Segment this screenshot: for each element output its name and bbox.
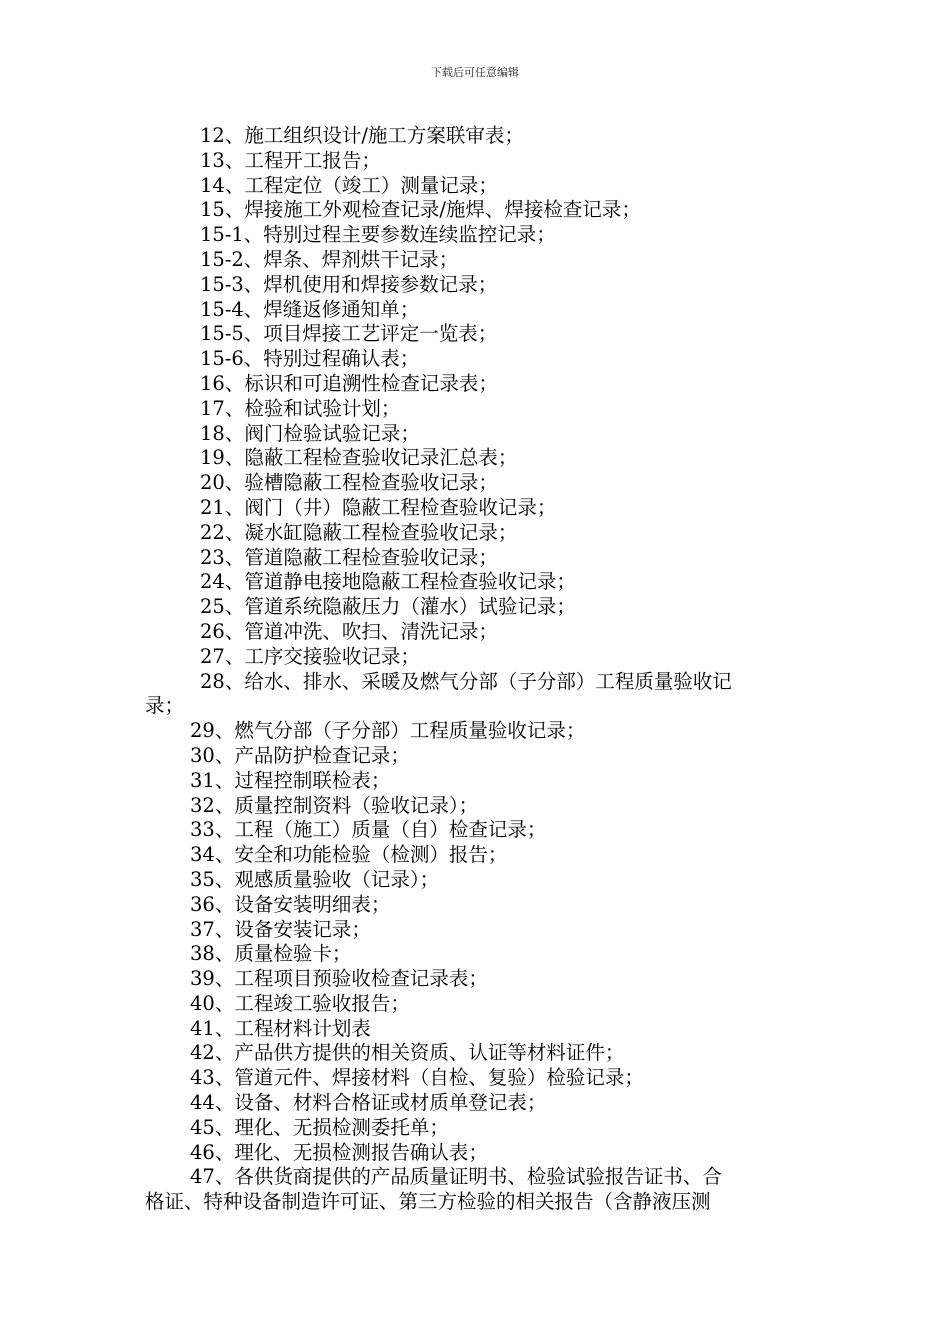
list-item: 42、产品供方提供的相关资质、认证等材料证件；	[190, 1041, 625, 1065]
list-item: 41、工程材料计划表	[190, 1016, 371, 1040]
list-item: 16、标识和可追溯性检查记录表；	[200, 371, 498, 395]
list-item: 15、焊接施工外观检查记录/施焊、焊接检查记录；	[200, 198, 641, 222]
list-item: 15-2、焊条、焊剂烘干记录；	[200, 247, 459, 271]
list-item: 28、给水、排水、采暖及燃气分部（子分部）工程质量验收记	[200, 669, 732, 693]
list-item: 34、安全和功能检验（检测）报告；	[190, 843, 508, 867]
list-item: 24、管道静电接地隐蔽工程检查验收记录；	[200, 570, 576, 594]
list-item: 15-6、特别过程确认表；	[200, 347, 420, 371]
list-item: 25、管道系统隐蔽压力（灌水）试验记录；	[200, 595, 576, 619]
list-item: 14、工程定位（竣工）测量记录；	[200, 173, 498, 197]
page-header-note: 下载后可任意编辑	[431, 66, 519, 79]
list-item: 15-5、项目焊接工艺评定一览表；	[200, 322, 498, 346]
list-item: 21、阀门（井）隐蔽工程检查验收记录；	[200, 495, 557, 519]
list-item: 27、工序交接验收记录；	[200, 644, 420, 668]
list-item: 15-3、焊机使用和焊接参数记录；	[200, 272, 498, 296]
list-item: 37、设备安装记录；	[190, 917, 371, 941]
list-item-28-continuation: 录；	[145, 694, 185, 718]
record-list-part-1	[145, 124, 805, 694]
list-item: 36、设备安装明细表；	[190, 892, 391, 916]
list-item: 17、检验和试验计划；	[200, 396, 401, 420]
list-item: 32、质量控制资料（验收记录）；	[190, 793, 479, 817]
list-item: 44、设备、材料合格证或材质单登记表；	[190, 1091, 547, 1115]
list-item: 20、验槽隐蔽工程检查验收记录；	[200, 471, 498, 495]
list-item: 45、理化、无损检测委托单；	[190, 1115, 449, 1139]
list-item: 15-1、特别过程主要参数连续监控记录；	[200, 223, 556, 247]
list-item: 39、工程项目预验收检查记录表；	[190, 967, 488, 991]
list-item: 26、管道冲洗、吹扫、清洗记录；	[200, 619, 498, 643]
list-item: 29、燃气分部（子分部）工程质量验收记录；	[190, 719, 586, 743]
list-item: 35、观感质量验收（记录）；	[190, 867, 440, 891]
list-item: 19、隐蔽工程检查验收记录汇总表；	[200, 446, 518, 470]
list-item: 18、阀门检验试验记录；	[200, 421, 420, 445]
record-list-part-2	[145, 719, 805, 1190]
list-item-47-continuation: 格证、特种设备制造许可证、第三方检验的相关报告（含静液压测	[145, 1190, 711, 1214]
list-item: 23、管道隐蔽工程检查验收记录；	[200, 545, 498, 569]
list-item: 31、过程控制联检表；	[190, 768, 391, 792]
list-item: 13、工程开工报告；	[200, 148, 381, 172]
document-body	[145, 124, 805, 1215]
list-item: 43、管道元件、焊接材料（自检、复验）检验记录；	[190, 1066, 644, 1090]
list-item: 40、工程竣工验收报告；	[190, 991, 410, 1015]
list-item: 47、各供货商提供的产品质量证明书、检验试验报告证书、合	[190, 1165, 722, 1189]
list-item: 46、理化、无损检测报告确认表；	[190, 1140, 488, 1164]
list-item: 33、工程（施工）质量（自）检查记录；	[190, 818, 547, 842]
list-item: 12、施工组织设计/施工方案联审表；	[200, 124, 524, 147]
list-item: 22、凝水缸隐蔽工程检查验收记录；	[200, 520, 518, 544]
list-item: 15-4、焊缝返修通知单；	[200, 297, 420, 321]
list-item: 30、产品防护检查记录；	[190, 743, 410, 767]
list-item: 38、质量检验卡；	[190, 942, 352, 966]
